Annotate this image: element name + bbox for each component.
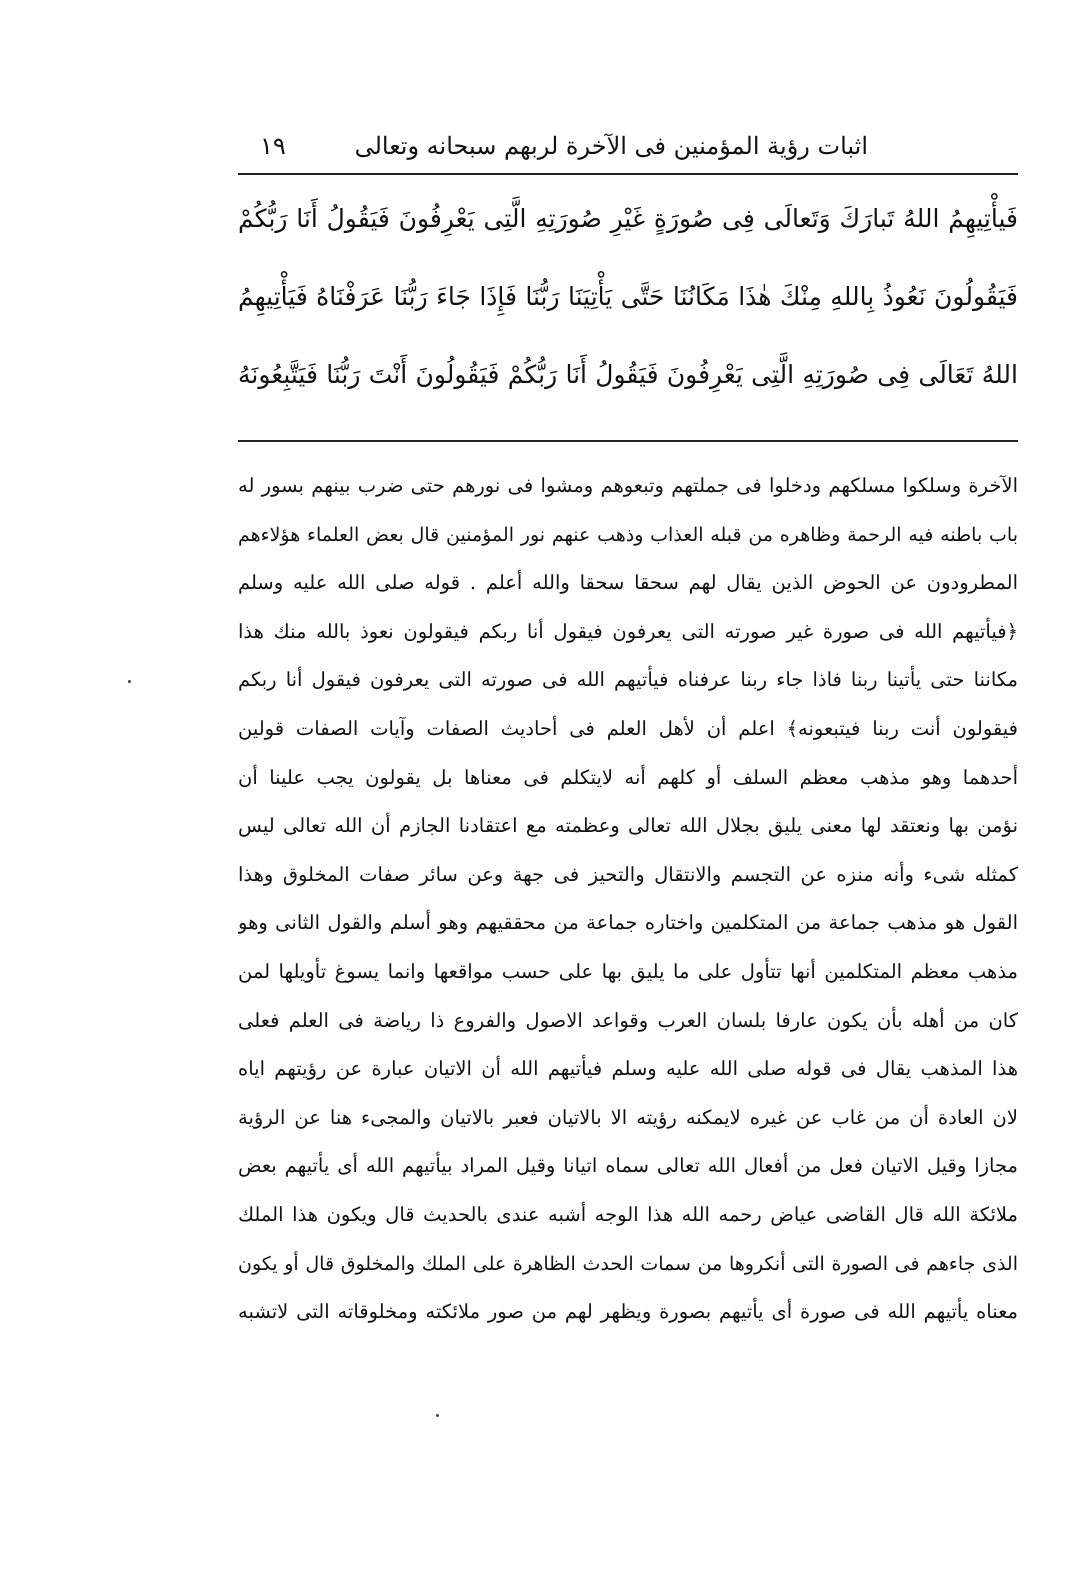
- commentary-line: أحدهما وهو مذهب معظم السلف أو كلهم أنه لايتكلم فى معناها بل يقولون يجب علينا أن: [238, 765, 1018, 789]
- commentary-line: الآخرة وسلكوا مسلكهم ودخلوا فى جملتهم وتبعوهم ومشوا فى نورهم حتى ضرب بينهم بسور له: [238, 474, 1018, 497]
- commentary-line: باب باطنه فيه الرحمة وظاهره من قبله العذاب وذهب عنهم نور المؤمنين قال بعض العلماء هؤلاءهم: [238, 523, 1018, 546]
- commentary-line: مذهب معظم المتكلمين أنها تتأول على ما يليق بها على حسب مواقعها وانما يسوغ تأويلها لمن: [238, 959, 1018, 983]
- commentary-line: ﴿فيأتيهم الله فى صورة غير صورته التى يعرفون فيقول أنا ربكم فيقولون نعوذ بالله منك هذا: [238, 619, 1018, 643]
- running-title: اثبات رؤية المؤمنين فى الآخرة لربهم سبحانه وتعالى: [354, 132, 868, 160]
- commentary-line: لان العادة أن من غاب عن غيره لايمكنه رؤيته الا بالاتيان فعبر بالاتيان والمجىء هنا عن الرؤية: [238, 1105, 1018, 1129]
- commentary-line: كمثله شىء وأنه منزه عن التجسم والانتقال والتحيز فى جهة وعن سائر صفات المخلوق وهذا: [238, 862, 1018, 886]
- print-speck: [128, 680, 131, 683]
- commentary-text-block: [238, 462, 1018, 1337]
- section-divider: [238, 440, 1018, 442]
- commentary-line: هذا المذهب يقال فى قوله صلى الله عليه وسلم فيأتيهم الله أن الاتيان عبارة عن رؤيتهم اياه: [238, 1057, 1018, 1081]
- commentary-line: القول هو مذهب جماعة من المتكلمين واختاره جماعة من محققيهم وهو أسلم والقول الثانى وهو: [238, 911, 1018, 935]
- hadith-text-block: [238, 180, 1018, 414]
- commentary-line: كان من أهله بأن يكون عارفا بلسان العرب وقواعد الاصول والفروع ذا رياضة فى العلم فعلى: [238, 1008, 1018, 1032]
- commentary-line: ملائكة الله قال القاضى عياض رحمه الله هذا الوجه أشبه عندى بالحديث قال ويكون هذا الملك: [238, 1202, 1018, 1226]
- commentary-line: معناه يأتيهم الله فى صورة أى يأتيهم بصورة ويظهر لهم من صور ملائكته ومخلوقاته التى لاتشبه: [238, 1300, 1018, 1324]
- hadith-line: فَيَقُولُونَ نَعُوذُ بِاللهِ مِنْكَ هٰذَا مَكَانُنَا حَتَّى يَأْتِيَنَا رَبُّنَا فَإِذَا جَاءَ رَبُّنَا عَرَفْنَاهُ فَيَأْتِيهِمُ: [238, 282, 1018, 311]
- hadith-line: اللهُ تَعَالَى فِى صُورَتِهِ الَّتِى يَعْرِفُونَ فَيَقُولُ أَنَا رَبُّكُمْ فَيَقُولُونَ أَنْتَ رَبُّنَا فَيَتَّبِعُونَهُ: [238, 360, 1018, 389]
- page-number: ١٩: [260, 132, 286, 160]
- commentary-line: نؤمن بها ونعتقد لها معنى يليق بجلال الله تعالى وعظمته مع اعتقادنا الجازم أن الله تعالى ليس: [238, 814, 1018, 838]
- hadith-line: فَيأْتِيهِمُ اللهُ تَبارَكَ وَتَعالَى فِى صُورَةٍ غَيْرِ صُورَتِهِ الَّتِى يَعْرِفُونَ فَيَقُولُ أَنَا رَبُّكُمْ: [238, 204, 1018, 233]
- commentary-line: الذى جاءهم فى الصورة التى أنكروها من سمات الحدث الظاهرة على الملك والمخلوق قال أو يكون: [238, 1252, 1018, 1275]
- commentary-line: المطرودون عن الحوض الذين يقال لهم سحقا سحقا والله أعلم . قوله صلى الله عليه وسلم: [238, 571, 1018, 595]
- commentary-line: فيقولون أنت ربنا فيتبعونه﴾ اعلم أن لأهل العلم فى أحاديث الصفات وآيات الصفات قولين: [238, 716, 1018, 740]
- print-speck: [436, 1414, 439, 1417]
- page-header: [238, 122, 1018, 170]
- commentary-line: مجازا وقيل الاتيان فعل من أفعال الله تعالى سماه اتيانا وقيل المراد بيأتيهم الله أى يأتيهم بعض: [238, 1154, 1018, 1178]
- commentary-line: مكاننا حتى يأتينا ربنا فاذا جاء ربنا عرفناه فيأتيهم الله فى صورته التى يعرفون فيقول أنا ربكم: [238, 668, 1018, 692]
- header-rule: [238, 173, 1018, 175]
